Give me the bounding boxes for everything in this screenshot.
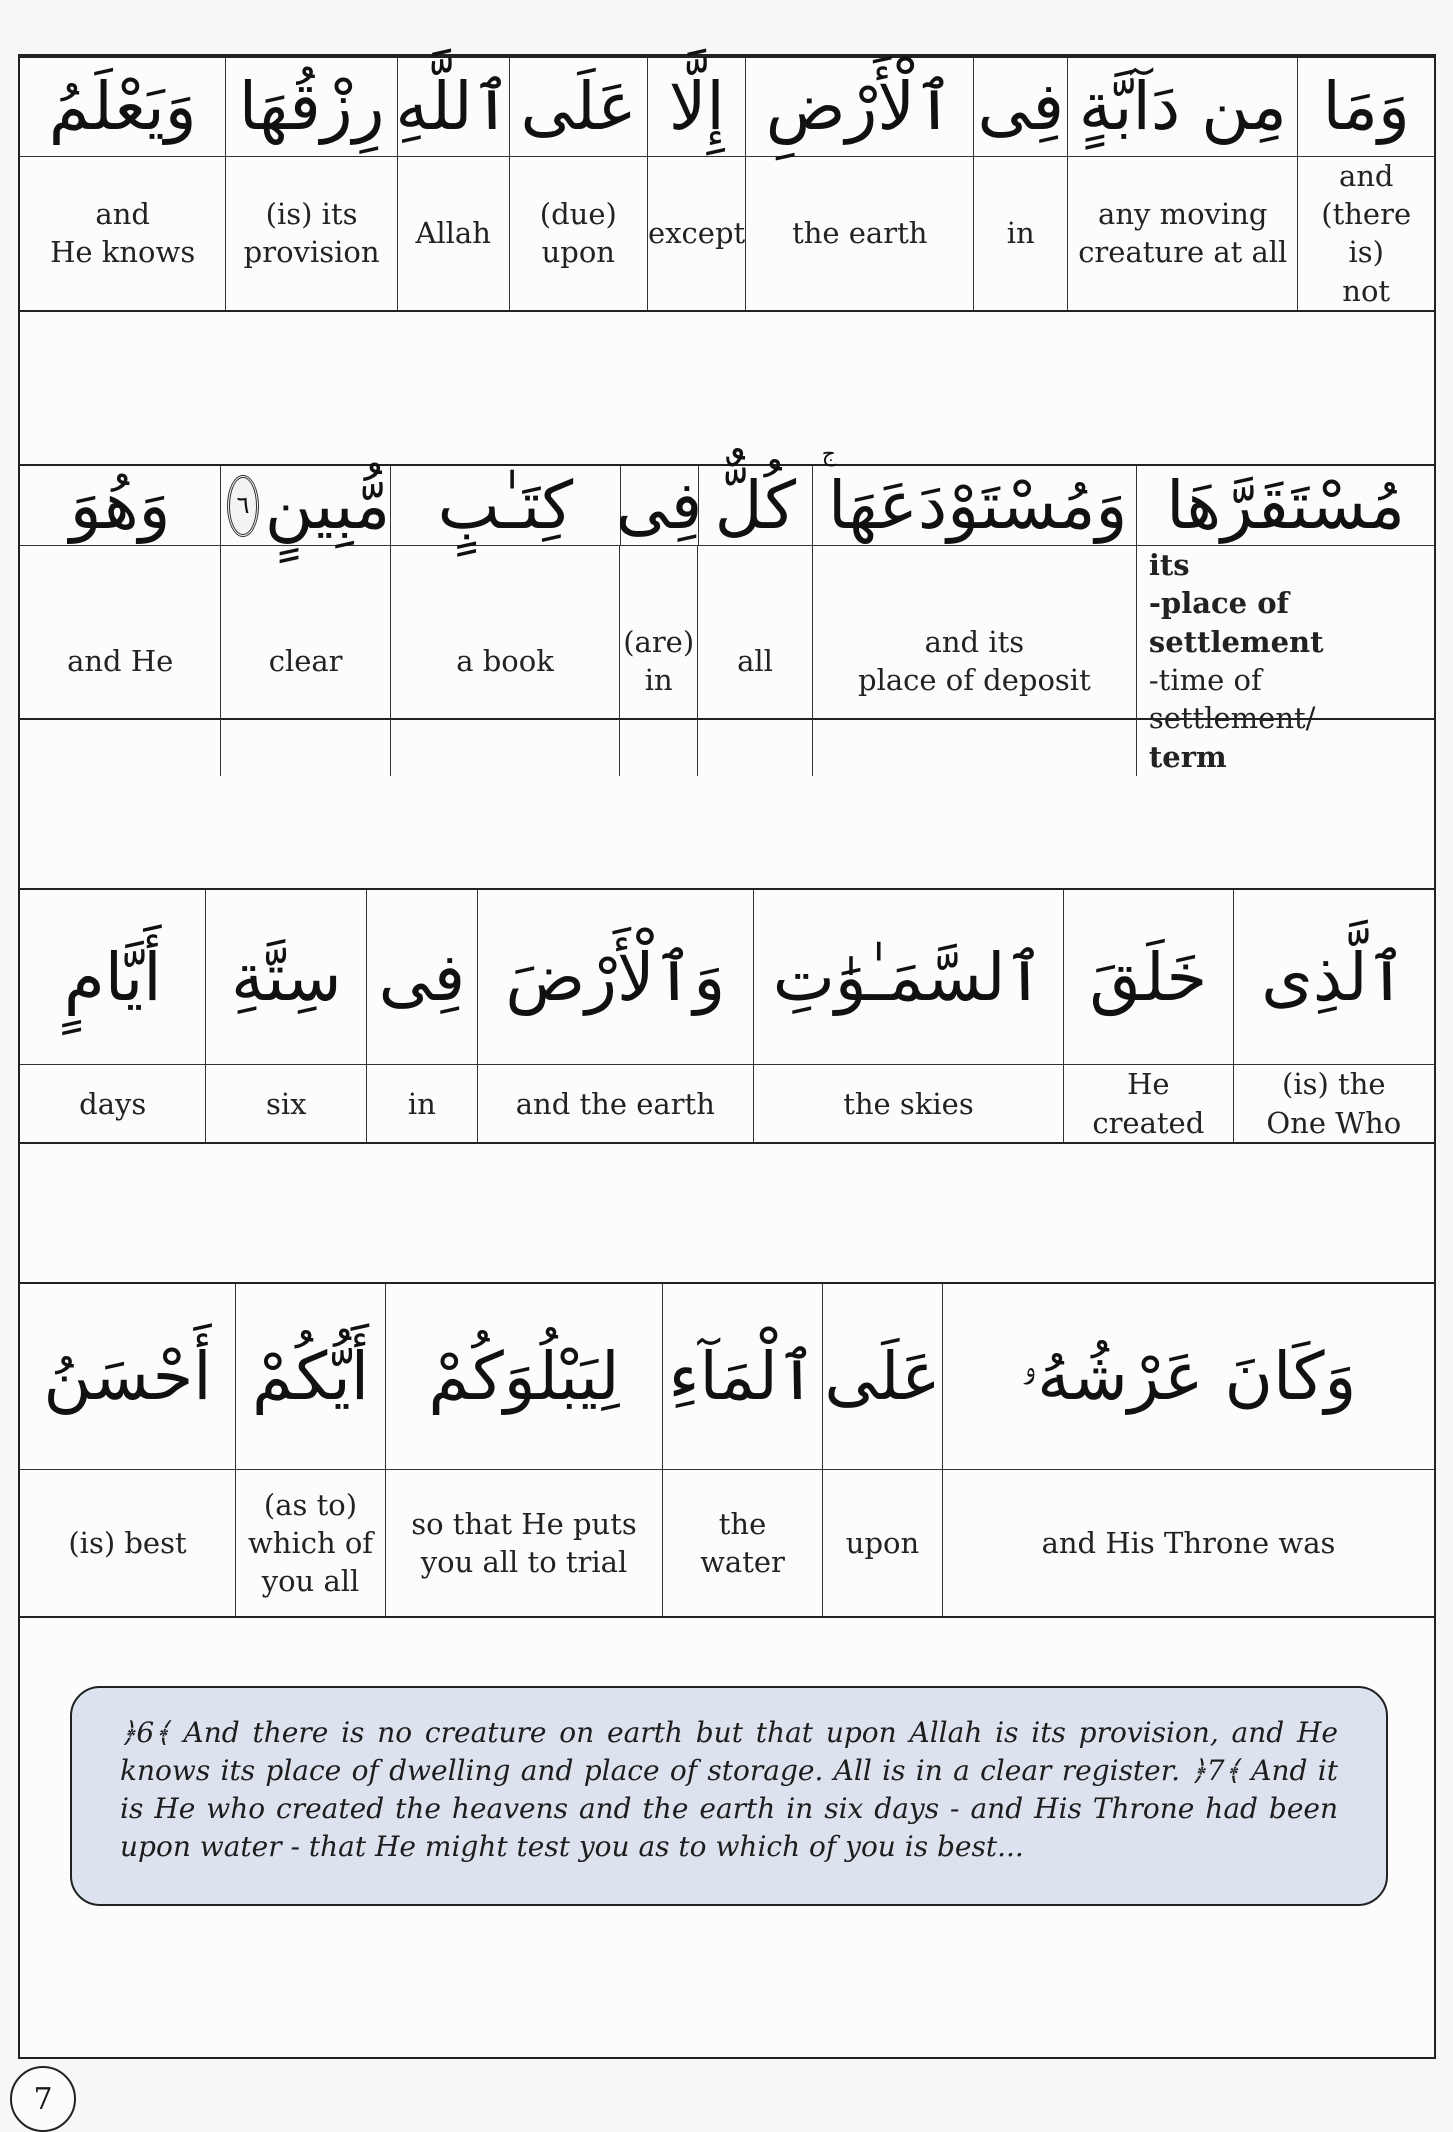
english-gloss: He created: [1063, 1065, 1233, 1142]
english-gloss: (is) the One Who: [1233, 1065, 1434, 1142]
english-gloss: all: [697, 546, 812, 776]
pause-mark-icon: ج: [821, 442, 836, 468]
english-gloss: and its place of deposit: [812, 546, 1136, 776]
english-gloss: (is) its provision: [225, 157, 396, 310]
arabic-word-with-ayah: [220, 466, 390, 545]
arabic-word: مُسْتَقَرَّهَا: [1136, 466, 1434, 545]
arabic-word: أَيُّكُمْ: [235, 1284, 385, 1469]
ayah-number: 7: [1206, 1754, 1225, 1788]
arabic-word: فِى: [615, 467, 703, 544]
english-gloss: and (there is) not: [1297, 157, 1434, 310]
english-row-2: [20, 546, 1434, 776]
gloss-line: its: [1148, 548, 1190, 583]
english-gloss: the water: [662, 1470, 822, 1616]
arabic-word: وَٱلْأَرْضَ: [477, 890, 753, 1064]
arabic-word: فِى: [366, 890, 477, 1064]
arabic-word: فِى: [973, 58, 1067, 156]
ayah-end-marker-icon: ٦: [227, 475, 259, 537]
english-gloss: (as to) which of you all: [235, 1470, 385, 1616]
arabic-word: إِلَّا: [647, 58, 745, 156]
translation-text-6: And there is no creature on earth but that upon Allah is its provision, and He knows its place of dwelling and place of storage. All is in a clear register.: [120, 1716, 1339, 1788]
english-gloss: the skies: [753, 1065, 1063, 1142]
english-gloss: any moving creature at all: [1067, 157, 1297, 310]
english-gloss: the earth: [745, 157, 973, 310]
word-table-row-2: [20, 442, 1434, 774]
gloss-line: term: [1148, 739, 1227, 774]
word-table-row-3: [20, 888, 1434, 1144]
arabic-word: وَهُوَ: [69, 467, 171, 544]
english-gloss-multi: [1136, 546, 1434, 776]
translation-text-7: And it is He who created the heavens and the earth in six days - and His Throne had been upon water - that He might test you as to which of you is best...: [120, 1754, 1338, 1864]
word-table-row-4: [20, 1282, 1434, 1618]
english-gloss: in: [973, 157, 1067, 310]
arabic-word-with-pause: [812, 442, 1136, 545]
arabic-row-2: [20, 442, 1434, 546]
english-row-3: [20, 1065, 1434, 1142]
arabic-word: عَلَى: [822, 1284, 942, 1469]
arabic-word: كِتَـٰبٍ: [390, 466, 619, 545]
arabic-word: ٱلْمَآءِ: [662, 1284, 822, 1469]
arabic-word: ٱلْأَرْضِ: [745, 58, 973, 156]
english-gloss: six: [205, 1065, 366, 1142]
english-gloss: (due) upon: [509, 157, 648, 310]
gloss-line: -time of settlement/: [1148, 662, 1316, 736]
arabic-word: وَمَا: [1297, 58, 1434, 156]
english-gloss: days: [79, 1086, 147, 1121]
arabic-row-4: [20, 1284, 1434, 1470]
english-gloss: clear: [220, 546, 390, 776]
english-gloss: and He: [67, 643, 174, 678]
arabic-word: ٱللَّهِ: [397, 58, 509, 156]
arabic-word: وَيَعْلَمُ: [48, 68, 197, 146]
english-gloss: and His Throne was: [942, 1470, 1434, 1616]
arabic-word: وَمُسْتَوْدَعَهَا: [827, 467, 1128, 544]
arabic-word: مُّبِينٍ: [264, 467, 391, 544]
ayah-number: 6: [136, 1716, 155, 1749]
arabic-row-1: [20, 58, 1434, 157]
ayah-number-6-icon: ﴿6﴾: [120, 1716, 171, 1749]
english-row-4: [20, 1470, 1434, 1616]
english-gloss: a book: [390, 546, 619, 776]
english-gloss: in: [366, 1065, 477, 1142]
arabic-word: مِن دَآبَّةٍ: [1067, 58, 1297, 156]
english-gloss: upon: [822, 1470, 942, 1616]
english-gloss: (are) in: [619, 546, 697, 776]
page-frame: [18, 54, 1436, 2117]
translation-box: [70, 1686, 1388, 1906]
arabic-word: أَيَّامٍ: [63, 938, 162, 1016]
english-gloss: so that He puts you all to trial: [385, 1470, 662, 1616]
english-gloss: except: [647, 157, 745, 310]
arabic-word: ٱلسَّمَـٰوَٰتِ: [753, 890, 1063, 1064]
arabic-word: كُلٌّ: [698, 466, 813, 545]
arabic-row-3: [20, 890, 1434, 1065]
english-gloss: (is) best: [68, 1525, 187, 1560]
arabic-word: لِيَبْلُوَكُمْ: [385, 1284, 662, 1469]
word-table-row-1: [20, 56, 1434, 312]
arabic-word: عَلَى: [509, 58, 648, 156]
english-gloss: and the earth: [477, 1065, 753, 1142]
gloss-line: -place of settlement: [1148, 586, 1324, 659]
ayah-number-7-icon: ﴿7﴾: [1190, 1754, 1241, 1788]
arabic-word: وَكَانَ عَرْشُهُۥ: [942, 1284, 1434, 1469]
page-number: 7: [10, 2066, 76, 2132]
arabic-word: رِزْقُهَا: [225, 58, 396, 156]
english-gloss: and He knows: [50, 197, 196, 270]
english-row-1: [20, 157, 1434, 310]
arabic-word: سِتَّةِ: [205, 890, 366, 1064]
arabic-word: أَحْسَنُ: [43, 1337, 212, 1415]
arabic-word: ٱلَّذِى: [1233, 890, 1434, 1064]
english-gloss: Allah: [397, 157, 509, 310]
arabic-word: خَلَقَ: [1063, 890, 1233, 1064]
